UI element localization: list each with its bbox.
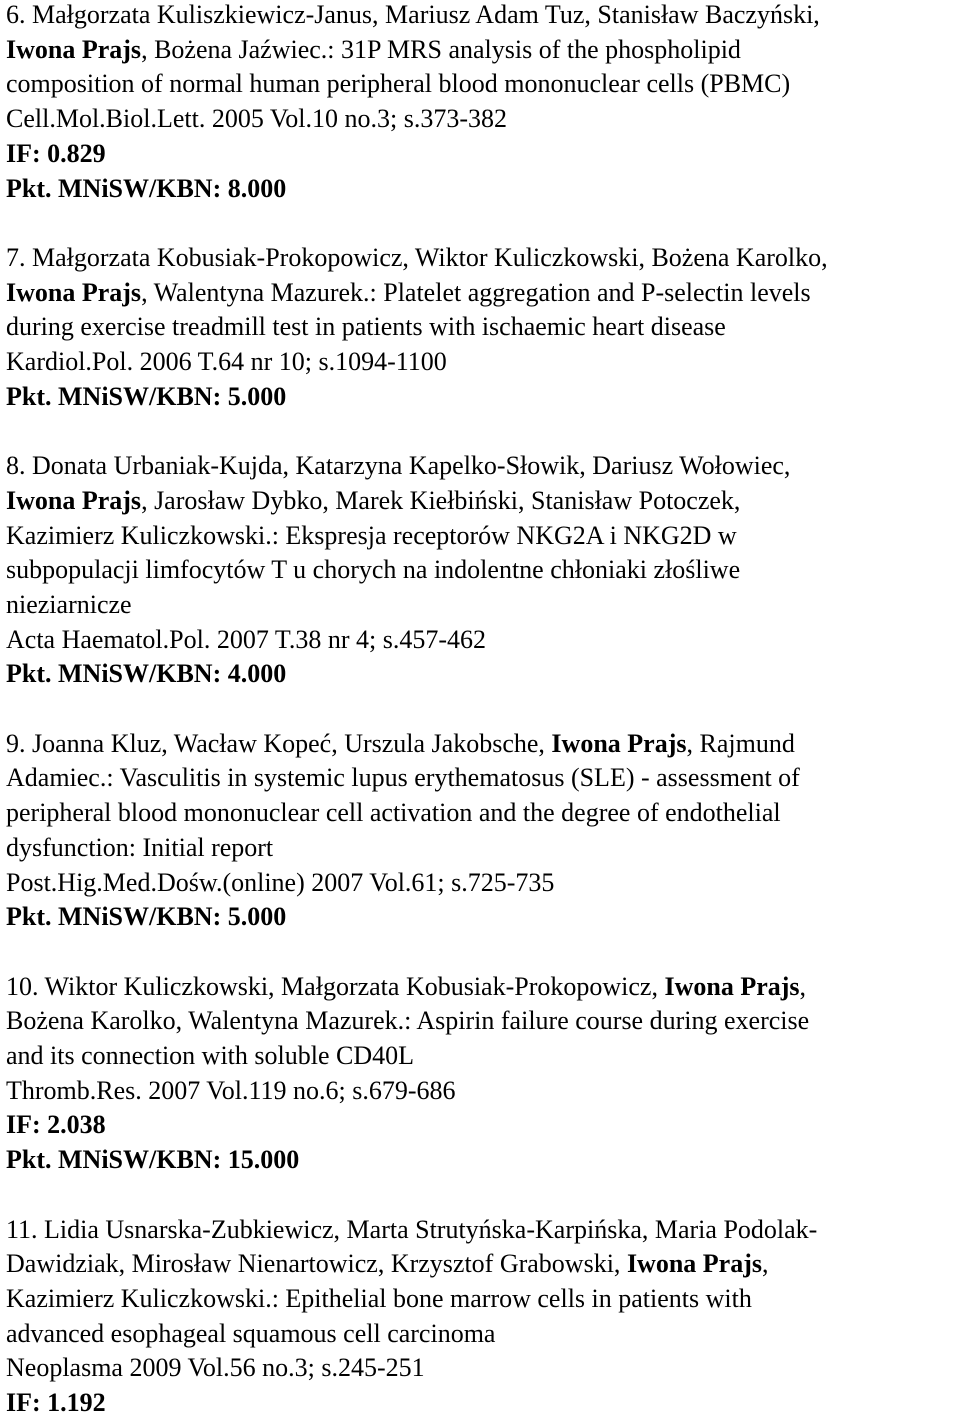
- ministry-points: Pkt. MNiSW/KBN: 5.000: [6, 902, 287, 932]
- entry-line: during exercise treadmill test in patients with ischaemic heart disease: [6, 312, 726, 342]
- ministry-points: Pkt. MNiSW/KBN: 8.000: [6, 173, 287, 203]
- journal-citation: Kardiol.Pol. 2006 T.64 nr 10; s.1094-1100: [6, 347, 447, 377]
- entry-line: advanced esophageal squamous cell carcinoma: [6, 1318, 496, 1348]
- journal-citation: Cell.Mol.Biol.Lett. 2005 Vol.10 no.3; s.373-382: [6, 104, 508, 134]
- entry-line: Adamiec.: Vasculitis in systemic lupus erythematosus (SLE) - assessment of: [6, 763, 800, 793]
- publication-entry-7: [6, 241, 958, 415]
- ministry-points: Pkt. MNiSW/KBN: 4.000: [6, 659, 287, 689]
- entry-line: Bożena Karolko, Walentyna Mazurek.: Aspirin failure course during exercise: [6, 1006, 810, 1036]
- entry-line: Kazimierz Kuliczkowski.: Ekspresja receptorów NKG2A i NKG2D w: [6, 520, 737, 550]
- journal-citation: Neoplasma 2009 Vol.56 no.3; s.245-251: [6, 1353, 425, 1383]
- highlighted-author: Iwona Prajs: [6, 485, 142, 515]
- entry-line: Iwona Prajs, Jarosław Dybko, Marek Kiełbiński, Stanisław Potoczek,: [6, 485, 741, 515]
- highlighted-author: Iwona Prajs: [551, 728, 687, 758]
- highlighted-author: Iwona Prajs: [626, 1249, 762, 1279]
- entry-line: Iwona Prajs, Bożena Jaźwiec.: 31P MRS analysis of the phospholipid: [6, 34, 741, 64]
- entry-line: composition of normal human peripheral blood mononuclear cells (PBMC): [6, 69, 791, 99]
- entry-line: 10. Wiktor Kuliczkowski, Małgorzata Kobusiak-Prokopowicz, Iwona Prajs,: [6, 971, 807, 1001]
- publication-entry-8: [6, 449, 958, 692]
- ministry-points: Pkt. MNiSW/KBN: 5.000: [6, 381, 287, 411]
- impact-factor: IF: 2.038: [6, 1110, 106, 1140]
- entry-line: dysfunction: Initial report: [6, 832, 274, 862]
- entry-line: subpopulacji limfocytów T u chorych na indolentne chłoniaki złośliwe: [6, 555, 741, 585]
- entry-line: peripheral blood mononuclear cell activation and the degree of endothelial: [6, 798, 781, 828]
- impact-factor: IF: 0.829: [6, 138, 106, 168]
- entry-line: Dawidziak, Mirosław Nienartowicz, Krzysztof Grabowski, Iwona Prajs,: [6, 1249, 769, 1279]
- ministry-points: Pkt. MNiSW/KBN: 15.000: [6, 1145, 300, 1175]
- entry-line: 6. Małgorzata Kuliszkiewicz-Janus, Mariusz Adam Tuz, Stanisław Baczyński,: [6, 0, 820, 29]
- publication-entry-6: [6, 0, 958, 206]
- entry-line: Iwona Prajs, Walentyna Mazurek.: Platelet aggregation and P-selectin levels: [6, 277, 811, 307]
- highlighted-author: Iwona Prajs: [6, 34, 142, 64]
- journal-citation: Post.Hig.Med.Dośw.(online) 2007 Vol.61; s.725-735: [6, 867, 555, 897]
- publication-entry-10: [6, 970, 958, 1178]
- impact-factor: IF: 1.192: [6, 1388, 106, 1418]
- journal-citation: Thromb.Res. 2007 Vol.119 no.6; s.679-686: [6, 1075, 456, 1105]
- entry-line: 7. Małgorzata Kobusiak-Prokopowicz, Wiktor Kuliczkowski, Bożena Karolko,: [6, 242, 828, 272]
- entry-line: 8. Donata Urbaniak-Kujda, Katarzyna Kapelko-Słowik, Dariusz Wołowiec,: [6, 451, 791, 481]
- entry-line: 11. Lidia Usnarska-Zubkiewicz, Marta Strutyńska-Karpińska, Maria Podolak-: [6, 1214, 818, 1244]
- entry-line: nieziarnicze: [6, 589, 132, 619]
- journal-citation: Acta Haematol.Pol. 2007 T.38 nr 4; s.457-462: [6, 624, 486, 654]
- entry-line: Kazimierz Kuliczkowski.: Epithelial bone marrow cells in patients with: [6, 1283, 752, 1313]
- highlighted-author: Iwona Prajs: [664, 971, 800, 1001]
- publication-entry-9: [6, 727, 958, 935]
- entry-line: 9. Joanna Kluz, Wacław Kopeć, Urszula Jakobsche, Iwona Prajs, Rajmund: [6, 728, 795, 758]
- entry-line: and its connection with soluble CD40L: [6, 1041, 415, 1071]
- highlighted-author: Iwona Prajs: [6, 277, 142, 307]
- publication-entry-11: [6, 1213, 958, 1421]
- publication-list: [6, 0, 958, 1421]
